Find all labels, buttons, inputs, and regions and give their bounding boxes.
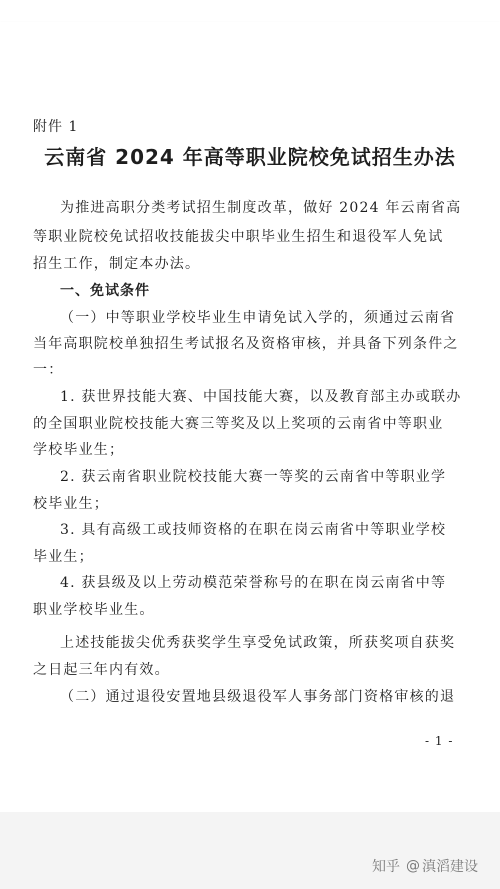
section-heading: 一、免试条件 xyxy=(60,283,150,299)
paragraph-line: （一）中等职业学校毕业生申请免试入学的，须通过云南省 xyxy=(60,310,456,326)
paragraph-line: 等职业院校免试招收技能拔尖中职毕业生招生和退役军人免试 xyxy=(33,229,444,245)
paragraph-line: 上述技能拔尖优秀获奖学生享受免试政策，所获奖项自获奖 xyxy=(60,635,456,651)
document-title: 云南省 2024 年高等职业院校免试招生办法 xyxy=(44,145,456,169)
paragraph-line: 招生工作，制定本办法。 xyxy=(33,256,201,272)
paragraph-line: 当年高职院校单独招生考试报名及资格审核，并具备下列条件之 xyxy=(33,336,459,352)
zhihu-logo: 知乎 xyxy=(372,859,400,875)
paragraph-line: 之日起三年内有效。 xyxy=(33,662,170,678)
paragraph-line: 一： xyxy=(33,362,64,378)
top-strip xyxy=(0,0,500,23)
paragraph-line: 3. 具有高级工或技师资格的在职在岗云南省中等职业学校 xyxy=(60,522,447,538)
paragraph-line: 1. 获世界技能大赛、中国技能大赛，以及教育部主办或联办 xyxy=(60,389,462,405)
paragraph-line: 毕业生； xyxy=(33,549,94,565)
paragraph-line: 的全国职业院校技能大赛三等奖及以上奖项的云南省中等职业 xyxy=(33,416,444,432)
bottom-area xyxy=(0,812,500,889)
attachment-label: 附件 1 xyxy=(33,119,79,135)
at-sign: @ xyxy=(406,858,420,874)
paragraph-line: 校毕业生； xyxy=(33,496,109,512)
paragraph-line: 职业学校毕业生。 xyxy=(33,602,155,618)
paragraph-line: 2. 获云南省职业院校技能大赛一等奖的云南省中等职业学 xyxy=(60,469,447,485)
watermark xyxy=(372,856,478,876)
paragraph-line: 学校毕业生； xyxy=(33,442,125,458)
paragraph-line: （二）通过退役安置地县级退役军人事务部门资格审核的退 xyxy=(60,689,456,705)
paragraph-line: 4. 获县级及以上劳动模范荣誉称号的在职在岗云南省中等 xyxy=(60,575,447,591)
paragraph-line: 为推进高职分类考试招生制度改革，做好 2024 年云南省高 xyxy=(60,200,462,216)
watermark-author: 滇滔建设 xyxy=(422,859,478,875)
page-number: - 1 - xyxy=(425,734,454,748)
